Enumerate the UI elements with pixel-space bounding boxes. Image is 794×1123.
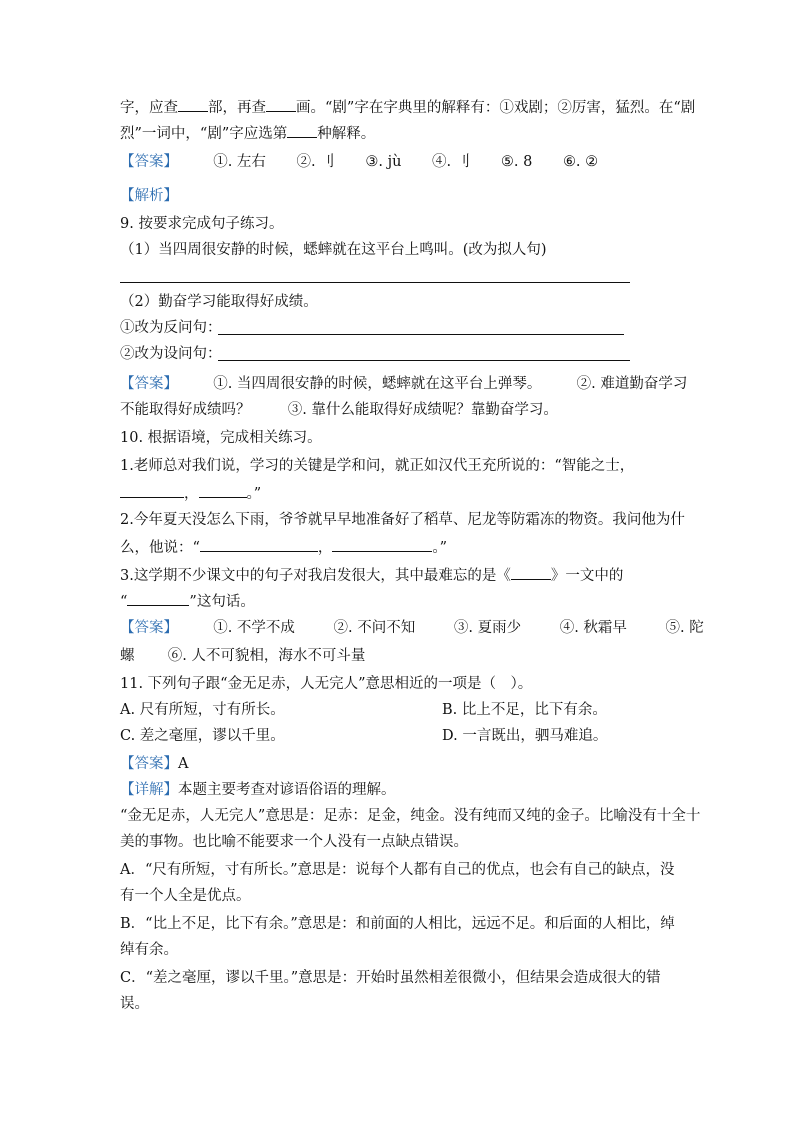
answer-item: ③. 靠什么能取得好成绩呢？靠勤奋学习。 <box>287 402 558 418</box>
text: 部，再查 <box>208 100 266 116</box>
q11-expC-line1: C．“差之毫厘，谬以千里。”意思是：开始时虽然相差很微小，但结果会造成很大的错 <box>120 970 661 986</box>
q11-expA-line1: A．“尺有所短，寸有所长。”意思是：说每个人都有自己的优点，也会有自己的缺点，没 <box>120 862 675 878</box>
answer-item: ⑥. 人不可貌相，海水不可斗量 <box>167 648 366 664</box>
text: 。” <box>432 540 448 556</box>
q11-option-d: D. 一言既出，驷马难追。 <box>442 728 608 744</box>
q8-answer <box>120 152 624 172</box>
q11-expB-line1: B．“比上不足，比下有余。”意思是：和前面的人相比，远远不足。和后面的人相比，绰 <box>120 916 675 932</box>
q10-p3-line1 <box>120 564 623 586</box>
q9-title: 9. 按要求完成句子练习。 <box>120 216 284 232</box>
text: ①改为反问句： <box>120 320 222 336</box>
blank <box>266 96 296 112</box>
text: 》一文中的 <box>550 568 624 584</box>
answer-line <box>218 334 624 335</box>
answer-item: ④. 秋霜早 <box>559 620 627 636</box>
answer-item: ①. 左右 <box>213 154 266 170</box>
answer-item: ⑤. 8 <box>500 154 533 170</box>
text: 种解释。 <box>317 126 376 142</box>
answer-item: ④. 刂 <box>432 154 471 170</box>
q11-option-a: A. 尺有所短，寸有所长。 <box>120 702 285 718</box>
answer-label: 【答案】 <box>120 154 178 170</box>
blank <box>199 482 247 498</box>
q11-detail <box>120 780 396 800</box>
blank <box>511 564 551 580</box>
text: 画。“剧”字在字典里的解释有：①戏剧；②厉害，猛烈。在“剧 <box>296 100 696 116</box>
q10-p3-line2 <box>120 590 255 612</box>
answer-item: ③. 夏雨少 <box>453 620 522 636</box>
text: ， <box>317 540 333 556</box>
q11-option-b: B. 比上不足，比下有余。 <box>442 702 607 718</box>
q11-expA-line2: 有一个人全是优点。 <box>120 888 251 904</box>
text: 烈”一词中，“剧”字应选第 <box>120 126 288 142</box>
q9-answer-line-1 <box>120 374 687 394</box>
blank <box>127 590 189 606</box>
answer-label: 【答案】 <box>120 756 178 772</box>
text: 么，他说：“ <box>120 540 200 556</box>
q9-sub1: （1）当四周很安静的时候，蟋蟀就在这平台上鸣叫。(改为拟人句) <box>120 242 547 258</box>
q9-answer-line-2 <box>120 400 558 420</box>
q10-p2-line2 <box>120 536 447 558</box>
q9-item1 <box>120 318 222 338</box>
detail-label: 【详解】 <box>120 782 178 798</box>
blank <box>178 96 208 112</box>
blank <box>332 536 432 552</box>
q10-p2-line1: 2.今年夏天没怎么下雨，爷爷就早早地准备好了稻草、尼龙等防霜冻的物资。我问他为什 <box>120 512 685 528</box>
q11-exp1-line2: 美的事物。也比喻不能要求一个人没有一点缺点错误。 <box>120 834 468 850</box>
q10-p1-line1: 1.老师总对我们说，学习的关键是学和问，就正如汉代王充所说的：“智能之士， <box>120 458 635 474</box>
text: ”这句话。 <box>189 594 255 610</box>
text: 字，应查 <box>120 100 178 116</box>
answer-item: ⑤. 陀 <box>665 620 704 636</box>
answer-line <box>120 282 630 283</box>
text: 。” <box>246 486 262 502</box>
q11-title: 11. 下列句子跟“金无足赤，人无完人”意思相近的一项是（ ）。 <box>120 676 533 692</box>
blank <box>287 122 317 138</box>
answer-value: A <box>178 756 189 772</box>
answer-label: 【答案】 <box>120 376 178 392</box>
q11-expC-line2: 误。 <box>120 996 149 1012</box>
blank <box>200 536 318 552</box>
q8-line-2 <box>120 122 375 144</box>
q11-expB-line2: 绰有余。 <box>120 942 178 958</box>
text: “ <box>120 594 128 610</box>
answer-item: ②. 难道勤奋学习 <box>576 376 688 392</box>
answer-item: ①. 当四周很安静的时候，蟋蟀就在这平台上弹琴。 <box>213 376 542 392</box>
analysis-label: 【解析】 <box>120 188 178 204</box>
q9-sub2: （2）勤奋学习能取得好成绩。 <box>120 294 318 310</box>
text: 3.这学期不少课文中的句子对我启发很大，其中最难忘的是《 <box>120 568 511 584</box>
q10-title: 10. 根据语境，完成相关练习。 <box>120 430 322 446</box>
answer-item: ②. 刂 <box>296 154 335 170</box>
answer-item: ①. 不学不成 <box>213 620 295 636</box>
q11-answer <box>120 754 188 774</box>
blank <box>120 482 184 498</box>
answer-item: ②. 不问不知 <box>333 620 416 636</box>
q10-p1-line2 <box>120 482 261 504</box>
answer-item: 不能取得好成绩吗？ <box>120 402 251 418</box>
q11-exp1-line1: “金无足赤，人无完人”意思是：足赤：足金，纯金。没有纯而又纯的金子。比喻没有十全十 <box>120 808 701 824</box>
q10-answer-line-1 <box>120 618 704 638</box>
text: 本题主要考查对谚语俗语的理解。 <box>178 782 396 798</box>
text: ②改为设问句： <box>120 346 222 362</box>
q10-answer-line-2 <box>120 646 365 666</box>
answer-item: 螺 <box>120 648 135 664</box>
answer-line <box>218 360 630 361</box>
text: ， <box>184 486 199 502</box>
answer-label: 【答案】 <box>120 620 178 636</box>
q9-item2 <box>120 344 222 364</box>
answer-item: ⑥. ② <box>562 154 599 170</box>
answer-item: ③. jù <box>365 154 402 170</box>
q11-option-c: C. 差之毫厘，谬以千里。 <box>120 728 285 744</box>
q8-line-1 <box>120 96 695 118</box>
